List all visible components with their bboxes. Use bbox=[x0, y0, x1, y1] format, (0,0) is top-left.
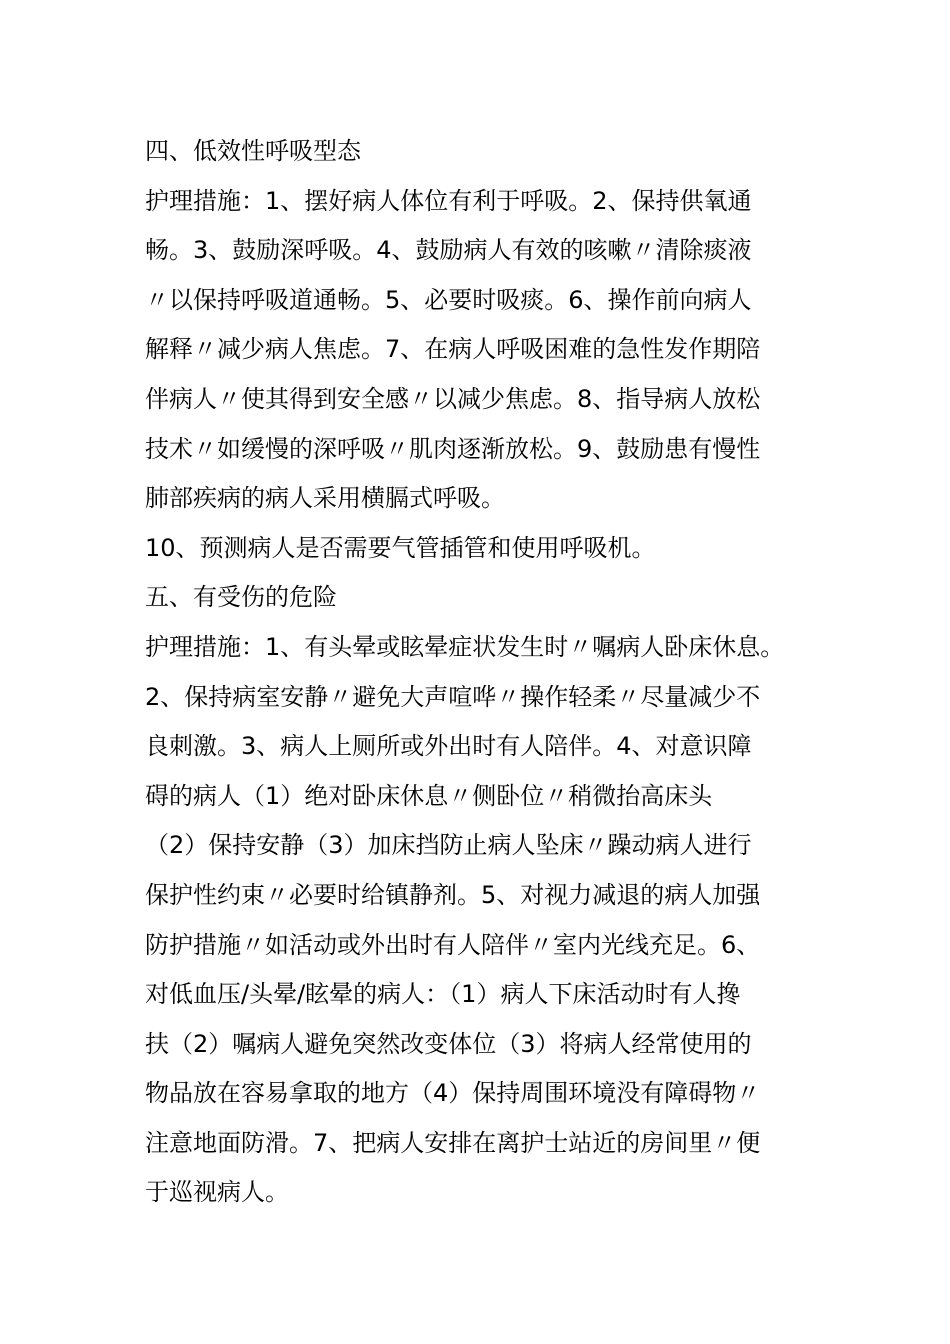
text-line: 技术〃如缓慢的深呼吸〃肌肉逐渐放松。9、鼓励患有慢性 bbox=[145, 434, 761, 463]
text-line: 良刺激。3、病人上厕所或外出时有人陪伴。4、对意识障 bbox=[145, 732, 752, 761]
text-line: 2、保持病室安静〃避免大声喧哗〃操作轻柔〃尽量减少不 bbox=[145, 682, 761, 711]
text-line: 护理措施：1、摆好病人体位有利于呼吸。2、保持供氧通 bbox=[145, 186, 752, 215]
text-line: 畅。3、鼓励深呼吸。4、鼓励病人有效的咳嗽〃清除痰液 bbox=[145, 236, 752, 265]
text-line: 碍的病人（1）绝对卧床休息〃侧卧位〃稍微抬高床头 bbox=[145, 781, 713, 810]
document-body bbox=[145, 127, 825, 1218]
text-line: 解释〃减少病人焦虑。7、在病人呼吸困难的急性发作期陪 bbox=[145, 335, 761, 364]
text-line: 于巡视病人。 bbox=[145, 1178, 289, 1207]
text-line: 护理措施：1、有头晕或眩晕症状发生时〃嘱病人卧床休息。 bbox=[145, 632, 785, 661]
text-line: 10、预测病人是否需要气管插管和使用呼吸机。 bbox=[145, 533, 656, 562]
text-line: 〃以保持呼吸道通畅。5、必要时吸痰。6、操作前向病人 bbox=[145, 285, 752, 314]
text-line: 物品放在容易拿取的地方（4）保持周围环境没有障碍物〃 bbox=[145, 1079, 761, 1108]
section-heading-5: 五、有受伤的危险 bbox=[145, 583, 337, 612]
text-line: 扶（2）嘱病人避免突然改变体位（3）将病人经常使用的 bbox=[145, 1029, 752, 1058]
section-heading-4: 四、低效性呼吸型态 bbox=[145, 137, 361, 165]
text-line: 保护性约束〃必要时给镇静剂。5、对视力减退的病人加强 bbox=[145, 880, 761, 909]
text-line: 肺部疾病的病人采用横膈式呼吸。 bbox=[145, 484, 505, 513]
text-line: 伴病人〃使其得到安全感〃以减少焦虑。8、指导病人放松 bbox=[145, 384, 761, 413]
text-line: 防护措施〃如活动或外出时有人陪伴〃室内光线充足。6、 bbox=[145, 930, 761, 959]
text-line: 对低血压/头晕/眩晕的病人：（1）病人下床活动时有人搀 bbox=[145, 980, 741, 1009]
text-line: （2）保持安静（3）加床挡防止病人坠床〃躁动病人进行 bbox=[145, 831, 752, 860]
text-line: 注意地面防滑。7、把病人安排在离护士站近的房间里〃便 bbox=[145, 1128, 761, 1157]
